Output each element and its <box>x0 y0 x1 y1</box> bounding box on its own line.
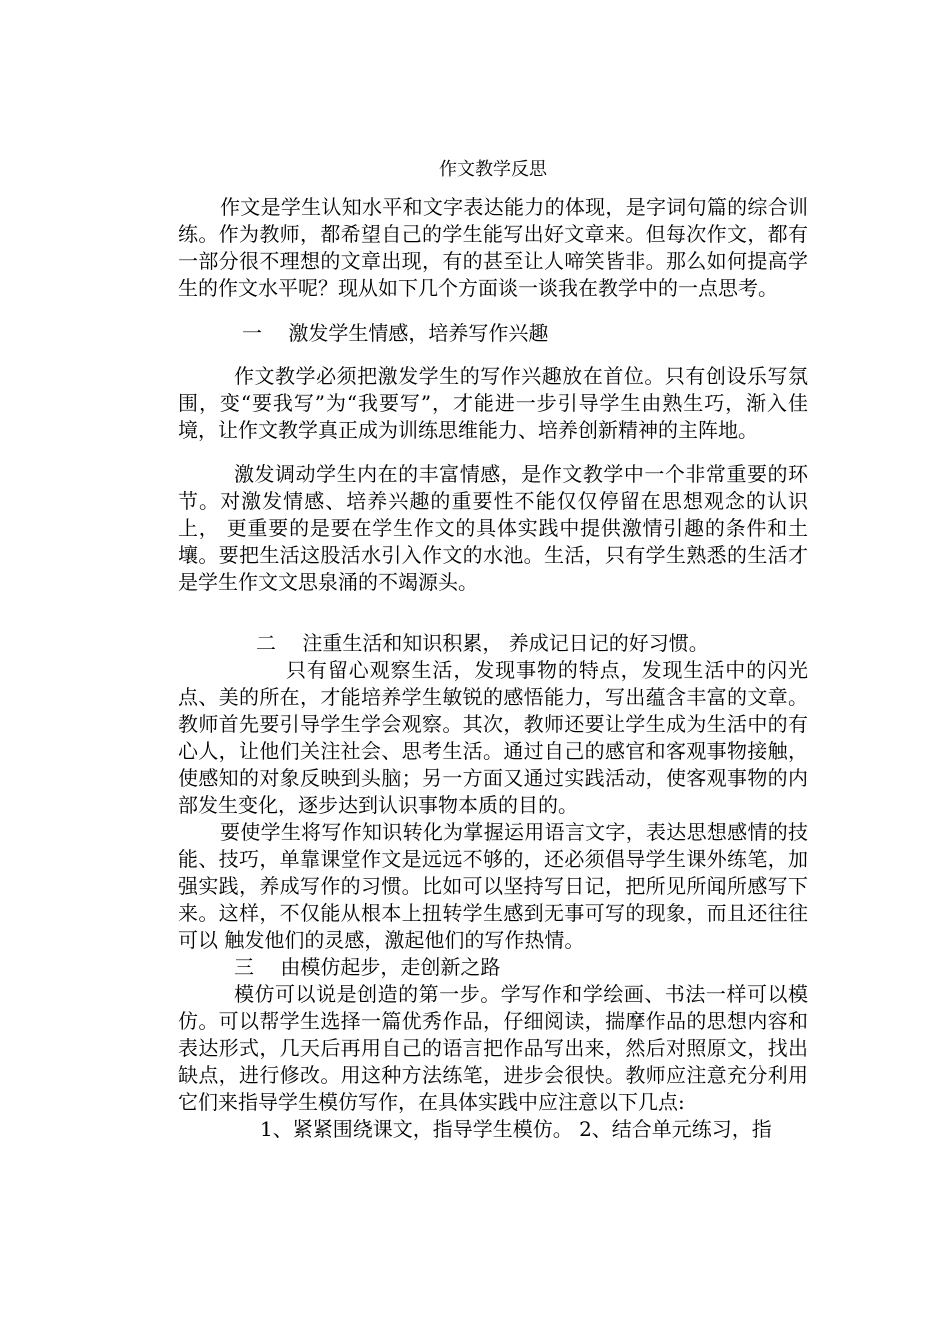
section1-paragraph-1: 作文教学必须把激发学生的写作兴趣放在首位。只有创设乐写氛围，变“要我写”为“我要写”，才能进一步引导学生由熟生巧，渐入佳境，让作文教学真正成为训练思维能力、培养创新精神的主阵地。 <box>178 364 808 442</box>
section-heading-3: 三 由模仿起步，走创新之路 <box>234 955 501 979</box>
section2-paragraph-1: 只有留心观察生活，发现事物的特点，发现生活中的闪光点、美的所在，才能培养学生敏锐的感悟能力，写出蕴含丰富的文章。教师首先要引导学生学会观察。其次，教师还要让学生成为生活中的有心人，让他们关注社会、思考生活。通过自己的感官和客观事物接触，使感知的对象反映到头脑；另一方面又通过实践活动，使客观事物的内部发生变化，逐步达到认识事物本质的目的。 <box>178 658 808 817</box>
intro-paragraph: 作文是学生认知水平和文字表达能力的体现，是字词句篇的综合训练。作为教师，都希望自己的学生能写出好文章来。但每次作文，都有一部分很不理想的文章出现，有的甚至让人啼笑皆非。那么如何提高学生的作文水平呢？现从如下几个方面谈一谈我在教学中的一点思考。 <box>178 195 808 300</box>
document-title: 作文教学反思 <box>439 159 547 180</box>
section-heading-1: 一 激发学生情感，培养写作兴趣 <box>242 321 549 345</box>
section2-paragraph-2: 要使学生将写作知识转化为掌握运用语言文字，表达思想感情的技能、技巧，单靠课堂作文是远远不够的，还必须倡导学生课外练笔，加强实践，养成写作的习惯。比如可以坚持写日记，把所见所闻所感写下来。这样，不仅能从根本上扭转学生感到无事可写的现象，而且还往往可以 触发他们的灵感，激起他们的写作热情。 <box>178 820 808 952</box>
section3-paragraph-1: 模仿可以说是创造的第一步。学写作和学绘画、书法一样可以模仿。可以帮学生选择一篇优秀作品，仔细阅读，揣摩作品的思想内容和表达形式，几天后再用自己的语言把作品写出来，然后对照原文，找出缺点，进行修改。用这种方法练笔，进步会很快。教师应注意充分利用它们来指导学生模仿写作，在具体实践中应注意以下几点: <box>178 982 808 1114</box>
section-heading-2: 二 注重生活和知识积累， 养成记日记的好习惯。 <box>256 631 709 655</box>
section1-paragraph-2: 激发调动学生内在的丰富情感，是作文教学中一个非常重要的环节。对激发情感、培养兴趣的重要性不能仅仅停留在思想观念的认识上， 更重要的是要在学生作文的具体实践中提供激情引趣的条件和土壤。要把生活这股活水引入作文的水池。生活，只有学生熟悉的生活才是学生作文文思泉涌的不竭源头。 <box>178 462 808 594</box>
section3-list-line: 1、紧紧围绕课文，指导学生模仿。 2、结合单元练习，指 <box>260 1117 772 1141</box>
document-page <box>178 158 808 1143</box>
